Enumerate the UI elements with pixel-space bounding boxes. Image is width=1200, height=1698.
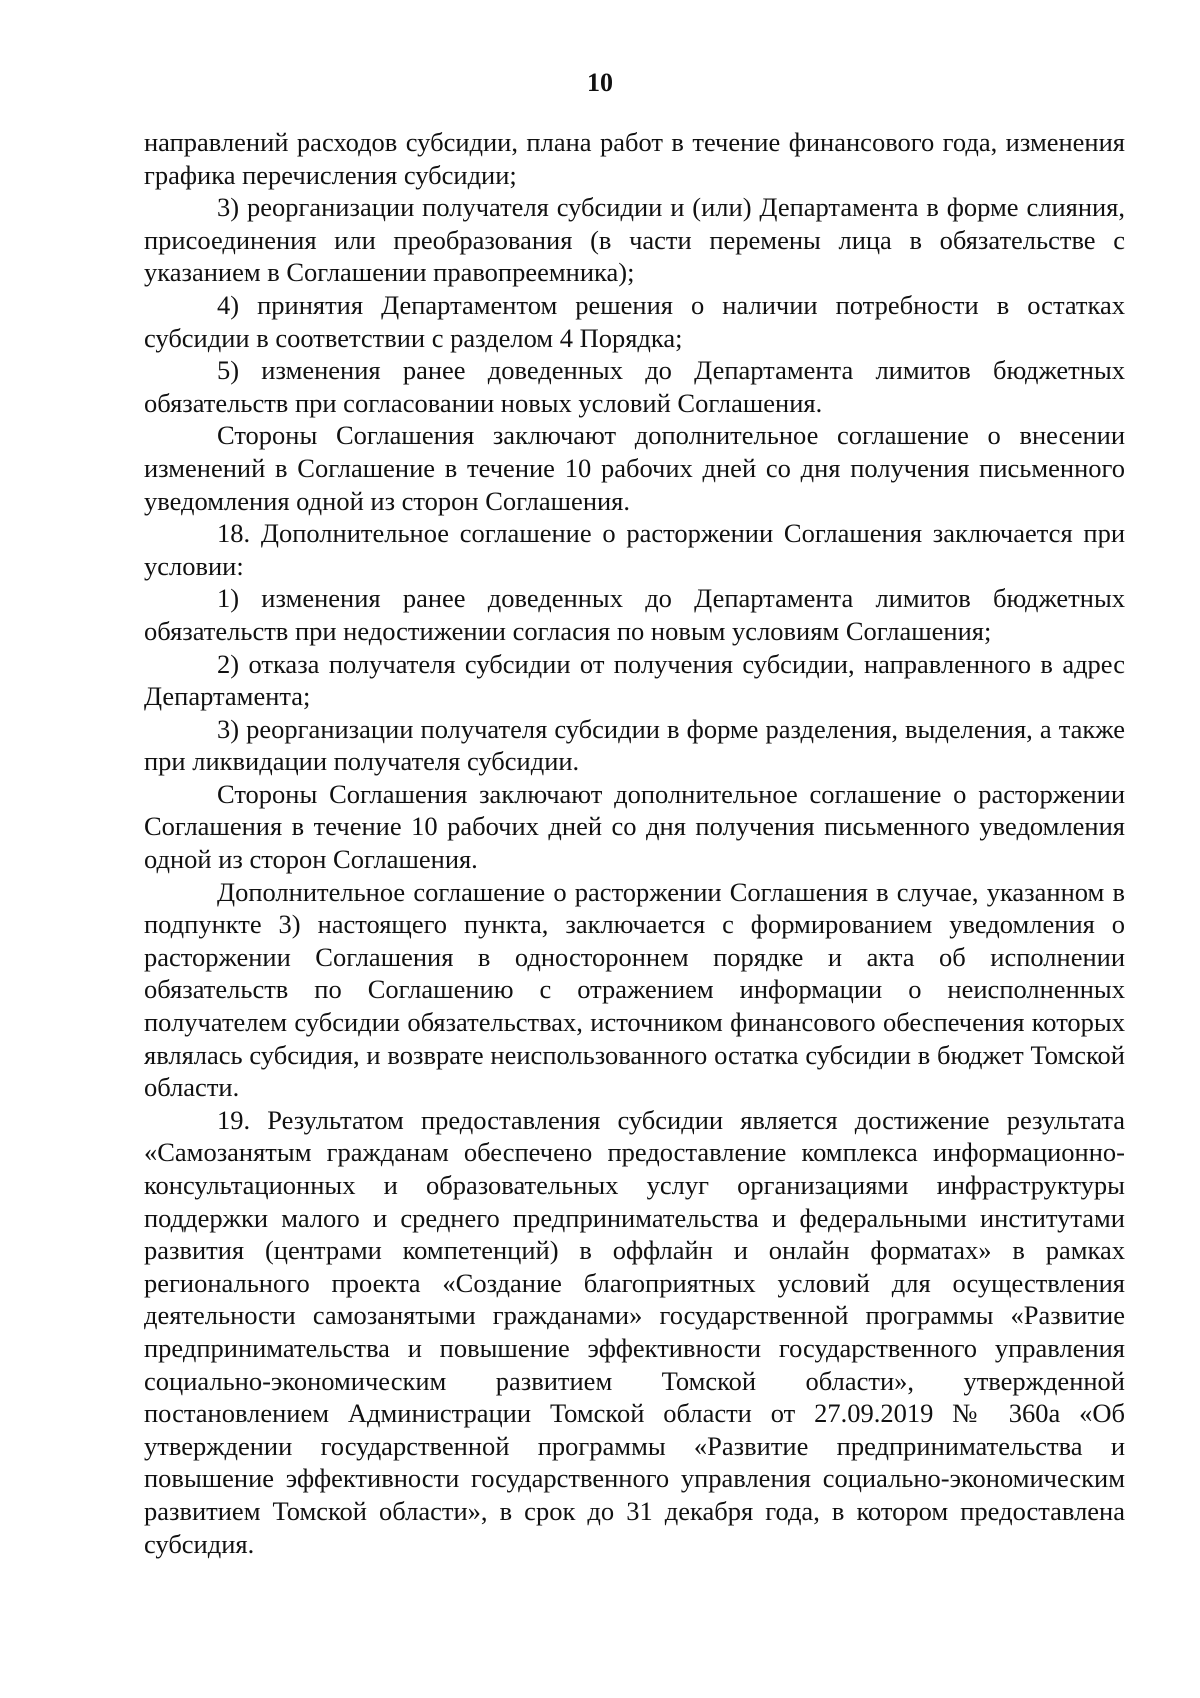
paragraph: 4) принятия Департаментом решения о наличии потребности в остатках субсидии в соответствии с разделом 4 Порядка; — [144, 289, 1125, 353]
paragraph: направлений расходов субсидии, плана работ в течение финансового года, изменения графика перечисления субсидии; — [144, 127, 1125, 190]
paragraph: 5) изменения ранее доведенных до Департамента лимитов бюджетных обязательств при согласовании новых условий Соглашения. — [144, 355, 1125, 418]
paragraph: 1) изменения ранее доведенных до Департамента лимитов бюджетных обязательств при недостижении согласия по новым условиям Соглашения; — [144, 583, 1125, 646]
page-number: 10 — [587, 68, 613, 97]
paragraph: Стороны Соглашения заключают дополнительное соглашение о расторжении Соглашения в течение 10 рабочих дней со дня получения письменного уведомления одной из сторон Соглашения. — [144, 778, 1125, 875]
paragraph: 2) отказа получателя субсидии от получения субсидии, направленного в адрес Департамента; — [144, 648, 1125, 712]
paragraph: Стороны Соглашения заключают дополнительное соглашение о внесении изменений в Соглашение в течение 10 рабочих дней со дня получения письменного уведомления одной из сторон Соглашения. — [144, 420, 1125, 516]
paragraph: 3) реорганизации получателя субсидии в форме разделения, выделения, а также при ликвидации получателя субсидии. — [144, 713, 1125, 777]
document-body — [144, 126, 1125, 1560]
paragraph: Дополнительное соглашение о расторжении Соглашения в случае, указанном в подпункте 3) настоящего пункта, заключается с формированием уведомления о расторжении Соглашения в одностороннем порядке и акта об исполнении обязательств по Соглашению с отражением информации о неисполненных получателем субсидии обязательствах, источником финансового обеспечения которых являлась субсидия, и возврате неиспользованного остатка субсидии в бюджет Томской области. — [144, 876, 1125, 1103]
paragraph: 3) реорганизации получателя субсидии и (или) Департамента в форме слияния, присоединения или преобразования (в части перемены лица в обязательстве с указанием в Соглашении правопреемника); — [144, 192, 1125, 288]
paragraph: 19. Результатом предоставления субсидии является достижение результата «Самозанятым гражданам обеспечено предоставление комплекса информационно-консультационных и образовательных услуг организациями инфраструктуры поддержки малого и среднего предпринимательства и федеральными институтами развития (центрами компетенций) в оффлайн и онлайн форматах» в рамках регионального проекта «Создание благоприятных условий для осуществления деятельности самозанятыми гражданами» государственной программы «Развитие предпринимательства и повышение эффективности государственного управления социально-экономическим развитием Томской области», утвержденной постановлением Администрации Томской области от 27.09.2019 № 360а «Об утверждении государственной программы «Развитие предпринимательства и повышение эффективности государственного управления социально-экономическим развитием Томской области», в срок до 31 декабря года, в котором предоставлена субсидия. — [144, 1104, 1125, 1559]
paragraph: 18. Дополнительное соглашение о расторжении Соглашения заключается при условии: — [144, 518, 1125, 581]
